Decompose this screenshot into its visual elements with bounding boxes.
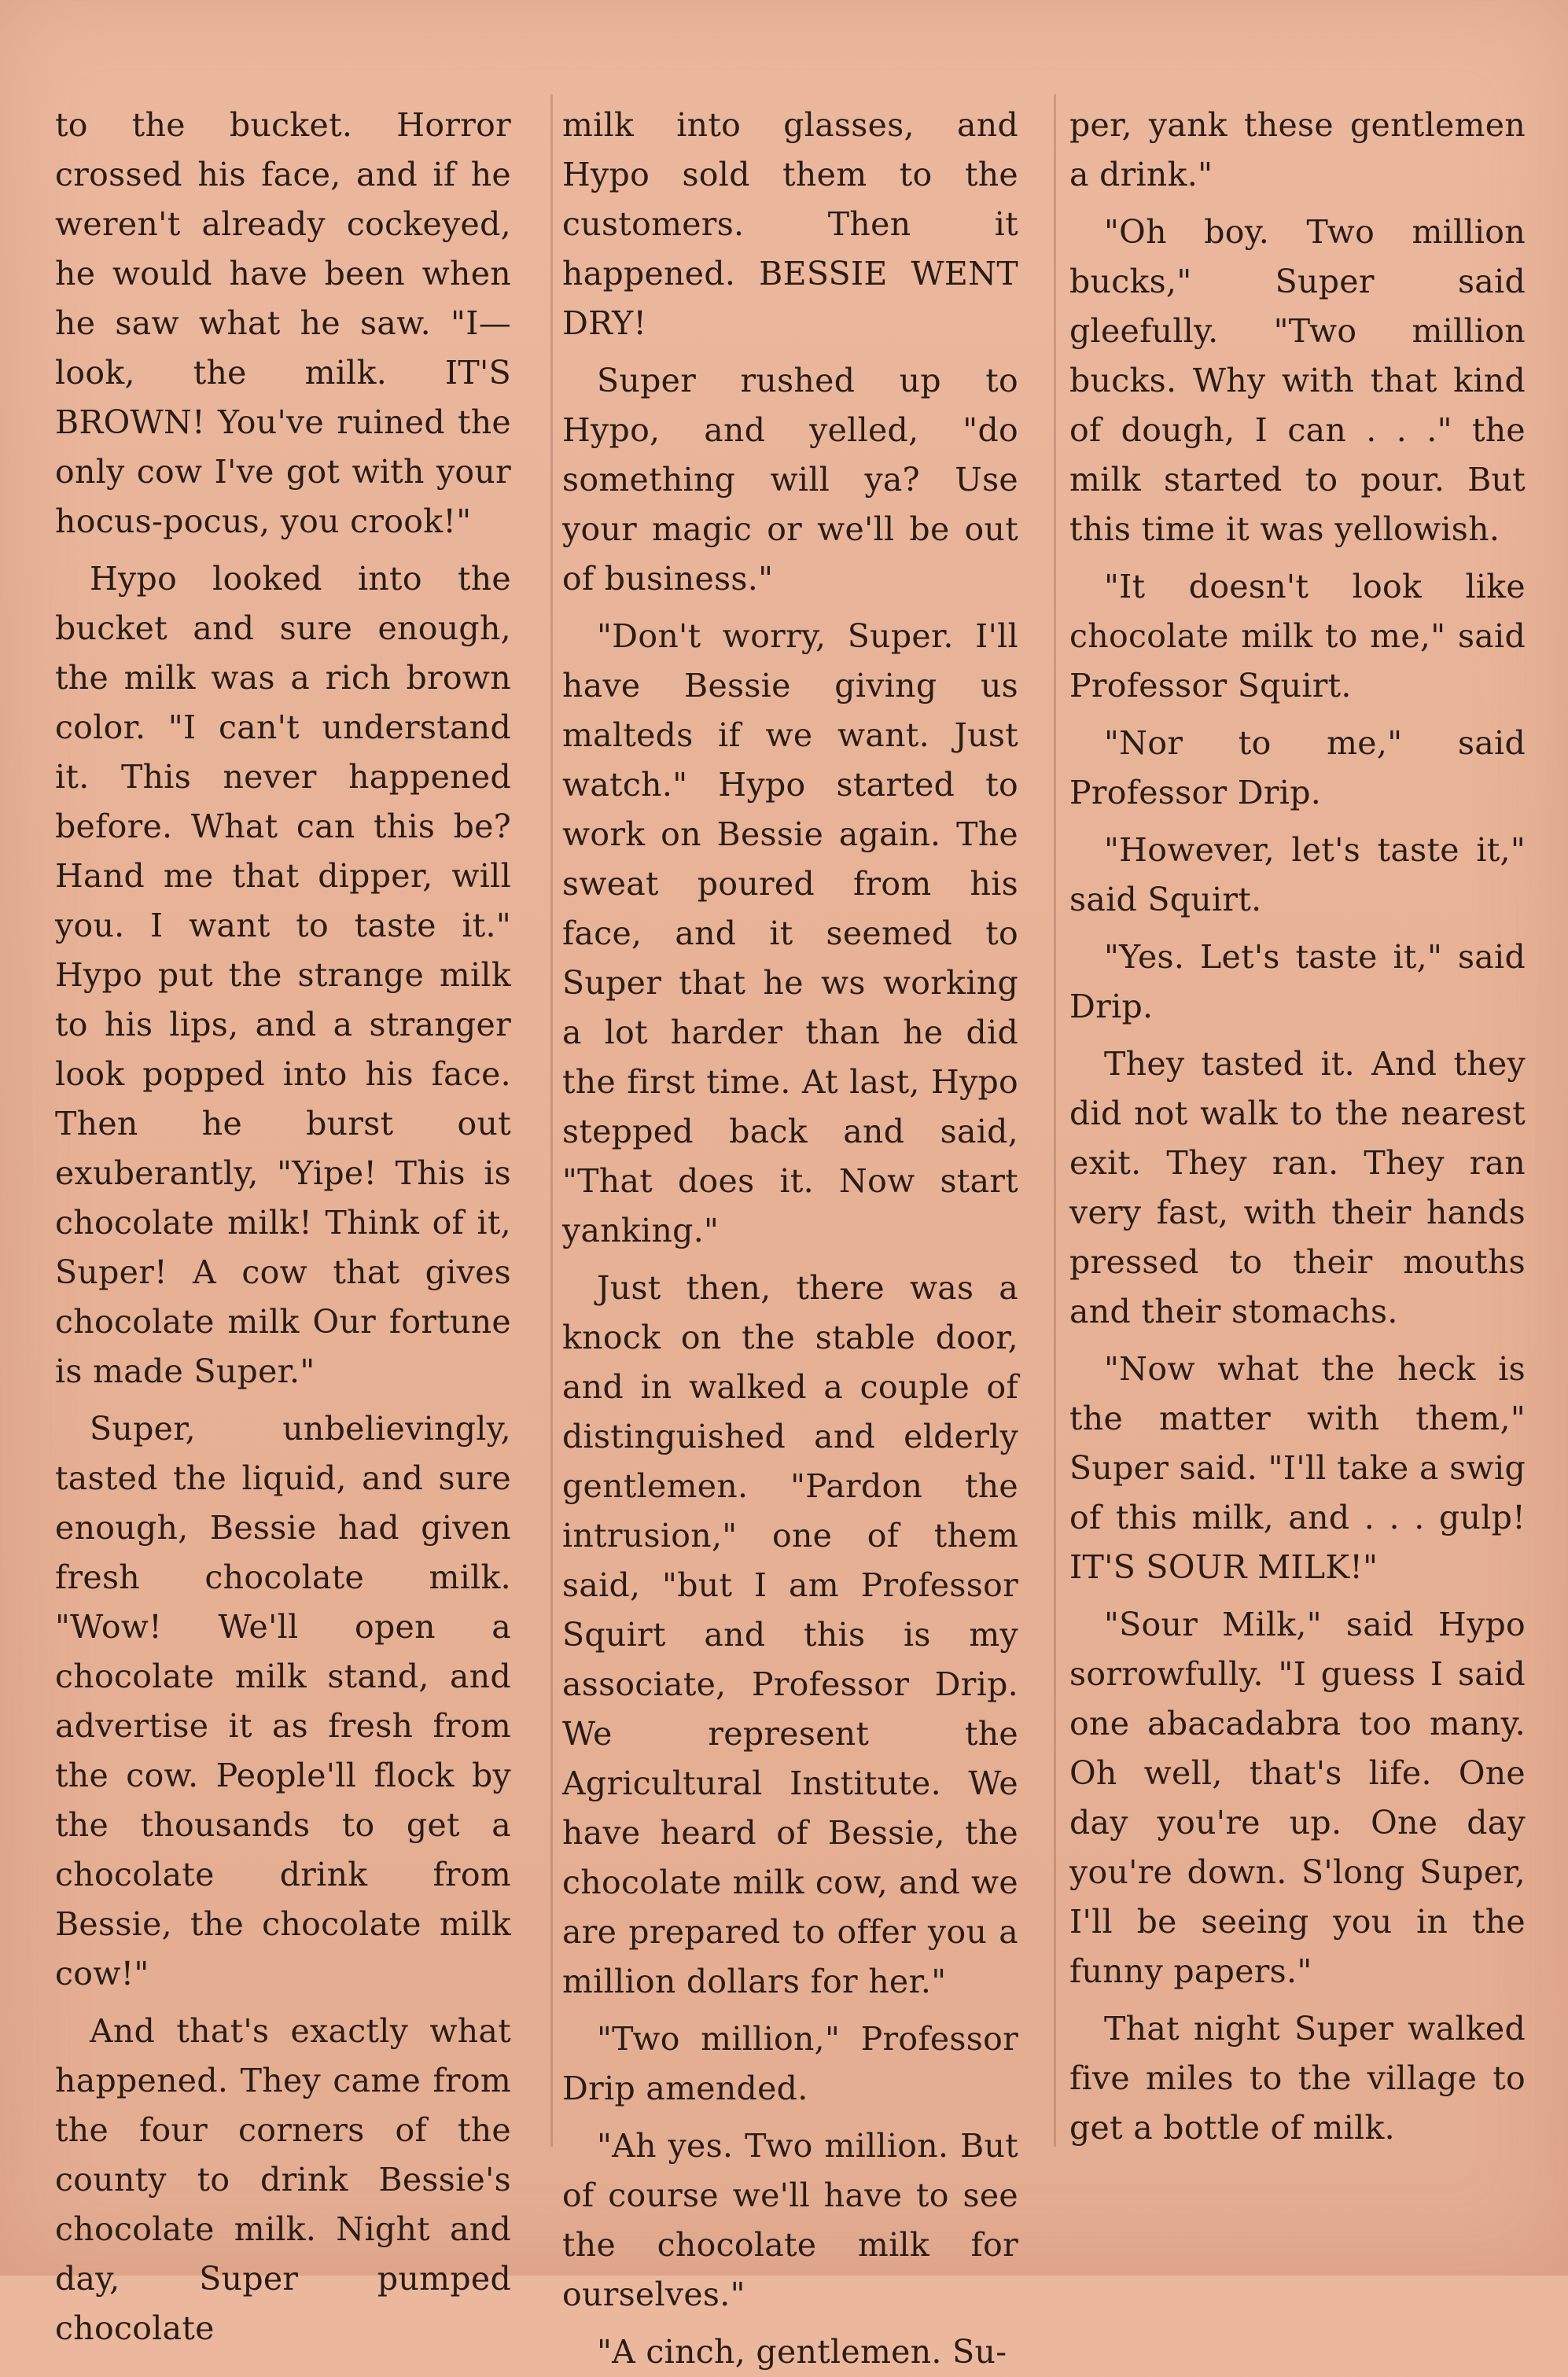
paragraph: "A cinch, gentlemen. Su-	[597, 2333, 1007, 2371]
paragraph: to the bucket. Horror crossed his face, and if he weren't already cockeyed, he would have been when he saw what he saw. "I—look, the milk. IT'S BROWN! You've ruined the only cow I've got with your hocus-pocus, you crook!"	[55, 106, 511, 540]
paragraph: "However, let's taste it," said Squirt.	[1069, 831, 1526, 918]
paragraph: And that's exactly what happened. They came from the four corners of the county to drink Bessie's chocolate milk. Night and day, Super pumped chocolate	[55, 2012, 511, 2347]
paragraph: "Don't worry, Super. I'll have Bessie giving us malteds if we want. Just watch." Hypo started to work on Bessie again. The sweat poured from his face, and it seemed to Super that he ws working a lot harder than he did the first time. At last, Hypo stepped back and said, "That does it. Now start yanking."	[562, 617, 1018, 1249]
paragraph: That night Super walked five miles to the village to get a bottle of milk.	[1069, 2010, 1526, 2147]
paragraph: "Sour Milk," said Hypo sorrowfully. "I guess I said one abacadabra too many. Oh well, that's life. One day you're up. One day you're down. S'long Super, I'll be seeing you in the funny papers."	[1069, 1606, 1526, 1990]
text-column-2	[562, 101, 1018, 2371]
paragraph: "Yes. Let's taste it," said Drip.	[1069, 938, 1526, 1025]
paragraph: "It doesn't look like chocolate milk to me," said Professor Squirt.	[1069, 568, 1526, 705]
paragraph: "Two million," Professor Drip amended.	[562, 2020, 1018, 2107]
paragraph: milk into glasses, and Hypo sold them to the customers. Then it happened. BESSIE WENT DRY!	[562, 106, 1018, 342]
paragraph: "Now what the heck is the matter with them," Super said. "I'll take a swig of this milk, and . . . gulp! IT'S SOUR MILK!"	[1069, 1350, 1526, 1586]
paragraph: Super rushed up to Hypo, and yelled, "do something will ya? Use your magic or we'll be out of business."	[562, 362, 1018, 598]
text-column-1	[55, 101, 511, 2347]
story-text	[55, 101, 1526, 2371]
paragraph: per, yank these gentlemen a drink."	[1069, 106, 1526, 193]
text-column-3	[1069, 101, 1526, 2145]
paragraph: Hypo looked into the bucket and sure enough, the milk was a rich brown color. "I can't understand it. This never happened before. What can this be? Hand me that dipper, will you. I want to taste it." Hypo put the strange milk to his lips, and a stranger look popped into his face. Then he burst out exuberantly, "Yipe! This is chocolate milk! Think of it, Super! A cow that gives chocolate milk Our fortune is made Super."	[55, 560, 511, 1390]
paragraph: Just then, there was a knock on the stable door, and in walked a couple of distinguished and elderly gentlemen. "Pardon the intrusion," one of them said, "but I am Professor Squirt and this is my associate, Professor Drip. We represent the Agricultural Institute. We have heard of Bessie, the chocolate milk cow, and we are prepared to offer you a million dollars for her."	[562, 1269, 1018, 2000]
paragraph: "Oh boy. Two million bucks," Super said gleefully. "Two million bucks. Why with that kind of dough, I can . . ." the milk started to pour. But this time it was yellowish.	[1069, 213, 1526, 548]
paragraph: "Nor to me," said Professor Drip.	[1069, 724, 1526, 811]
paragraph: "Ah yes. Two million. But of course we'll have to see the chocolate milk for ourselves."	[562, 2127, 1018, 2313]
paragraph: Super, unbelievingly, tasted the liquid, and sure enough, Bessie had given fresh chocolate milk. "Wow! We'll open a chocolate milk stand, and advertise it as fresh from the cow. People'll flock by the thousands to get a chocolate drink from Bessie, the chocolate milk cow!"	[55, 1410, 511, 1992]
paragraph: They tasted it. And they did not walk to the nearest exit. They ran. They ran very fast, with their hands pressed to their mouths and their stomachs.	[1069, 1045, 1526, 1330]
